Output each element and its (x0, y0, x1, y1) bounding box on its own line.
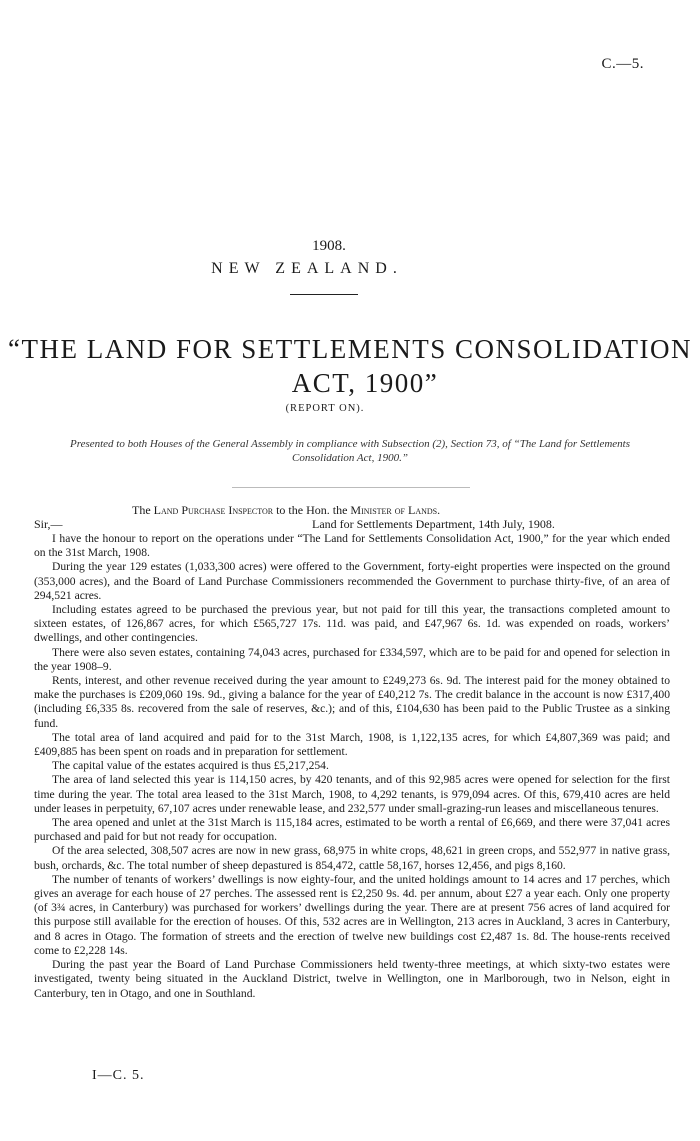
paragraph: I have the honour to report on the operations under “The Land for Settlements Consolidation Act, 1900,” for the year which ended on the 31st March, 1908. (34, 532, 670, 560)
paragraph: The capital value of the estates acquired is thus £5,217,254. (52, 759, 329, 773)
letter-from-title: Land Purchase Inspector (153, 503, 274, 517)
paragraph: Rents, interest, and other revenue received during the year amount to £249,273 6s. 9d. The interest paid for the money obtained to make the purchases is £209,060 19s. 9d., giving a balance for the year of £40,212 7s. The credit balance in the account is now £317,400 (including £6,335 8s. recovered from the sale of reserves, &c.); and of this, £104,630 has been paid to the Public Trustee as a sinking fund. (34, 674, 670, 730)
paragraph: There were also seven estates, containing 74,043 acres, purchased for £334,597, which are to be paid for and opened for selection in the year 1908–9. (34, 645, 670, 673)
act-title-line-2: ACT, 1900” (291, 368, 439, 398)
page-reference: C.—5. (601, 56, 644, 72)
country-heading: NEW ZEALAND. (211, 260, 403, 277)
salutation: Sir,— (34, 517, 63, 531)
signature-mark: I—C. 5. (92, 1068, 145, 1083)
act-title-line-1: “THE LAND FOR SETTLEMENTS CONSOLIDATION (8, 334, 692, 364)
paragraph: The number of tenants of workers’ dwellings is now eighty-four, and the united holdings amount to 14 acres and 17 perches, which gives an average for each house of 27 perches. The assessed rent is £2,250 9s. 4d. per annum, about £27 a year each. Only one property (of 3¾ acres, in Canterbury) was purchased for workers’ dwellings during the year. There are at present 756 acres of land acquired for this purpose still available for the erection of houses. Of this, 532 acres are in Wellington, 213 acres in Auckland, 3 acres in Canterbury, and 8 acres in Otago. The formation of streets and the erection of twelve new buildings cost £2,487 1s. 8d. The house-rents received come to £2,228 14s. (34, 872, 670, 957)
paragraph: The total area of land acquired and paid for to the 31st March, 1908, is 1,122,135 acres, for which £4,807,369 was paid; and £409,885 has been spent on roads and in preparation for settlement. (34, 730, 670, 759)
dateline: Land for Settlements Department, 14th July, 1908. (312, 517, 555, 531)
report-subtitle: (REPORT ON). (285, 403, 365, 414)
letter-to-title: Minister of Lands. (350, 503, 441, 517)
paragraph: During the past year the Board of Land Purchase Commissioners held twenty-three meetings, at which sixty-two estates were investigated, twenty being situated in the Auckland District, twelve in Wellington, one in Marlborough, two in Nelson, eight in Canterbury, ten in Otago, and one in Southland. (34, 958, 670, 1000)
paragraph: Of the area selected, 308,507 acres are now in new grass, 68,975 in white crops, 48,621 in green crops, and 552,977 in native grass, bush, orchards, &c. The total number of sheep depastured is 854,472, cattle 58,167, horses 12,456, and pigs 8,160. (34, 844, 670, 872)
letter-heading (132, 503, 440, 518)
presentation-note: Presented to both Houses of the General Assembly in compliance with Subsection (2), Section 73, of “The Land for Settlements Consolidation Act, 1900.” (69, 438, 630, 464)
paragraph: Including estates agreed to be purchased the previous year, but not paid for till this year, the transactions completed amount to sixteen estates, of 126,867 acres, for which £565,727 17s. 11d. was paid, and £47,967 6s. 1d. was expended on roads, workers’ dwellings, and other contingencies. (34, 603, 670, 645)
report-body (34, 532, 670, 1001)
act-title (0, 332, 700, 400)
report-year: 1908. (312, 238, 346, 254)
paragraph: The area of land selected this year is 114,150 acres, by 420 tenants, and of this 92,985 acres were opened for selection for the first time during the year. The total area leased to the 31st March, 1908, to 4,292 tenants, is 979,094 acres. Of this, 679,410 acres are held under leases in perpetuity, 67,107 acres under renewable lease, and 232,577 under small-grazing-run leases and miscellaneous tenures. (34, 773, 670, 815)
letter-heading-mid: to the Hon. the (276, 503, 348, 517)
letter-heading-prefix: The (132, 503, 151, 517)
paragraph: During the year 129 estates (1,033,300 acres) were offered to the Government, forty-eight properties were inspected on the ground (353,000 acres), and the Board of Land Purchase Commissioners recommended the Government to purchase thirty-five, of an area of 294,521 acres. (34, 560, 670, 602)
section-divider (232, 487, 470, 488)
paragraph: The area opened and unlet at the 31st March is 115,184 acres, estimated to be worth a rental of £6,669, and there were 37,041 acres purchased and paid for but not ready for occupation. (34, 816, 670, 844)
header-divider (290, 294, 358, 295)
